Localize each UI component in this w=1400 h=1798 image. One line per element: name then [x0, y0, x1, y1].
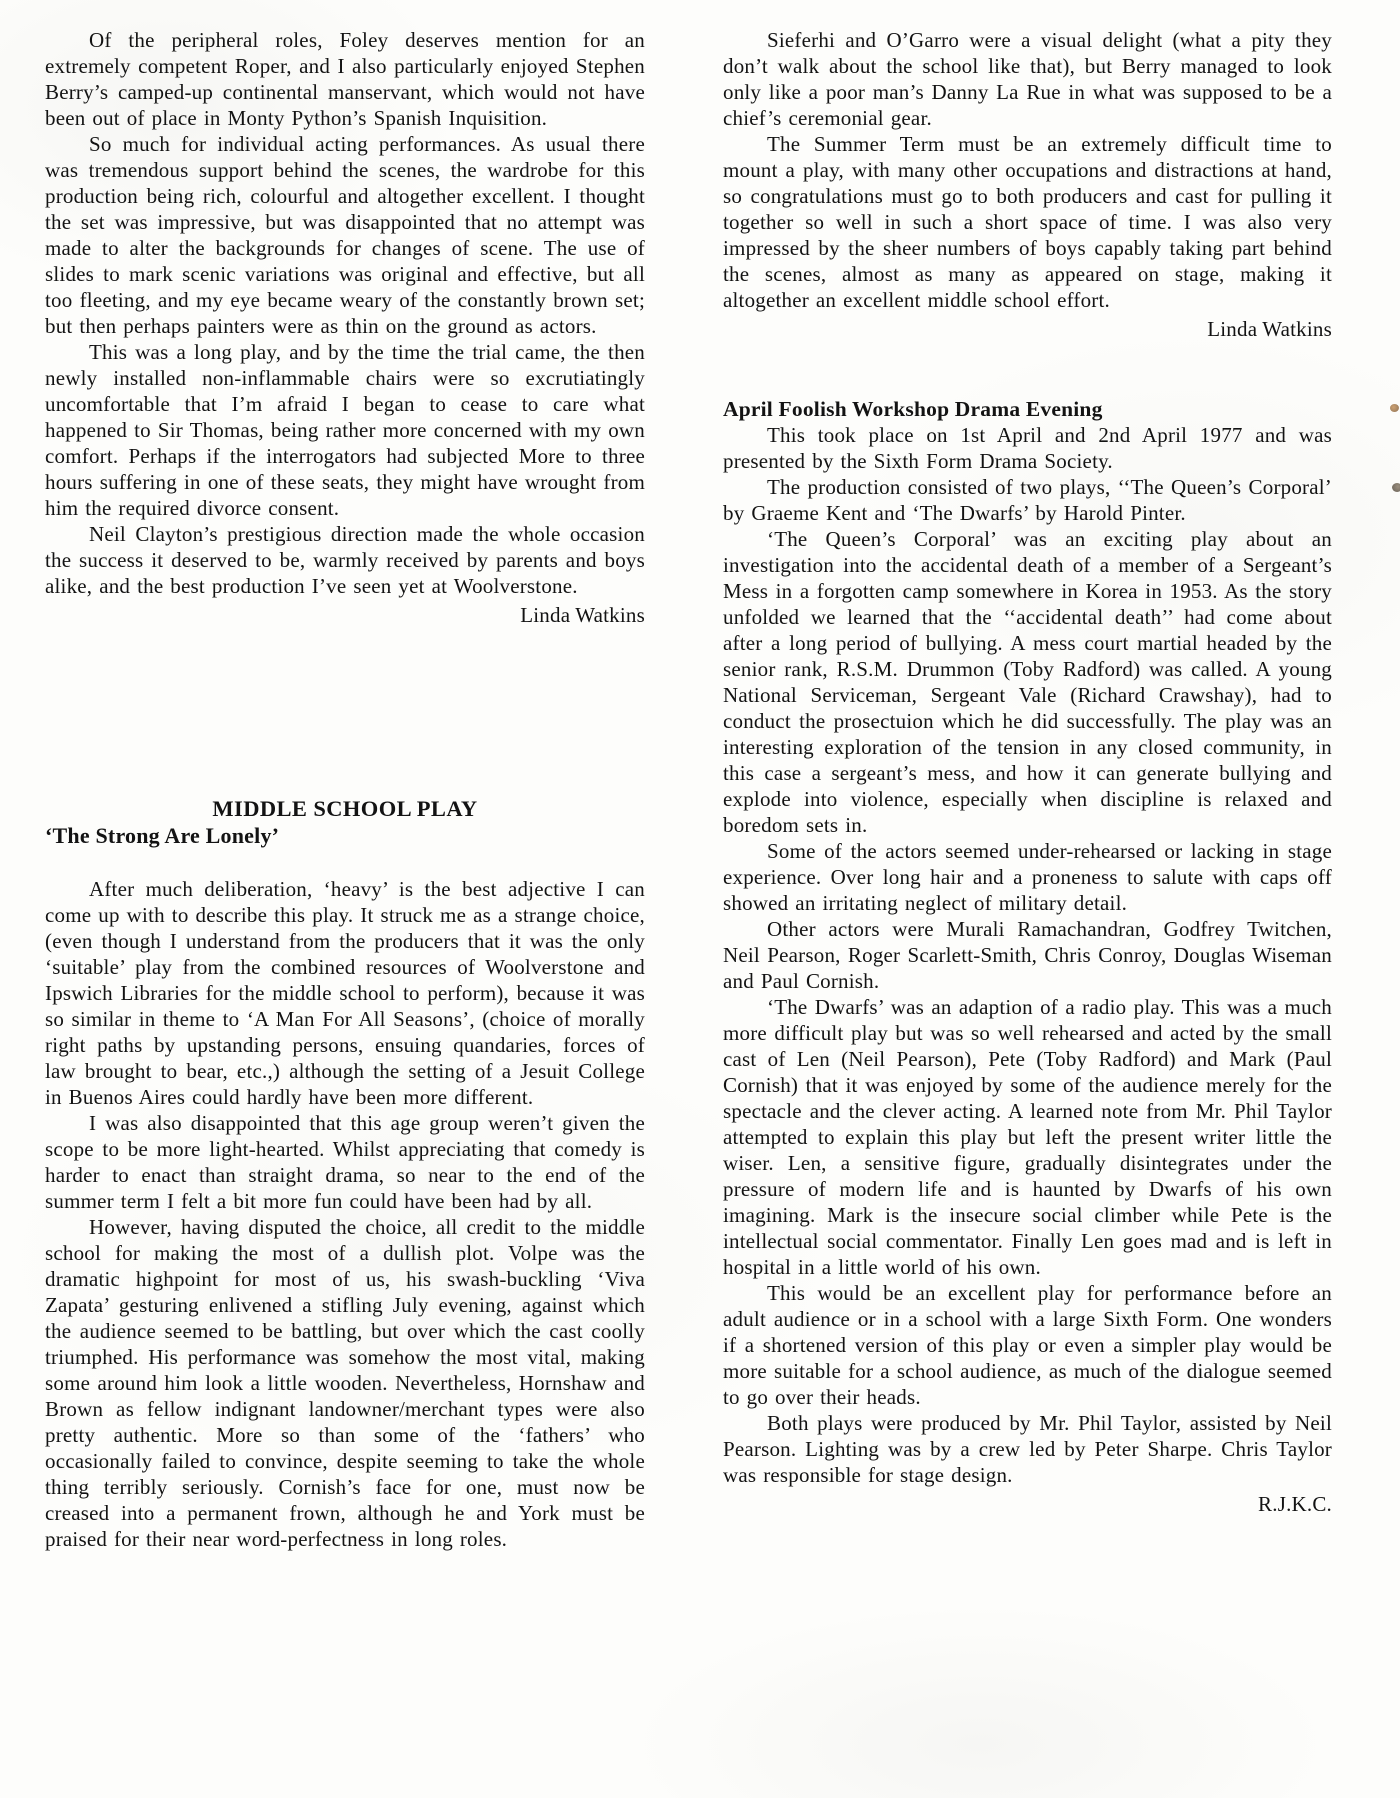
article-heading-april-foolish-workshop: April Foolish Workshop Drama Evening: [723, 397, 1103, 421]
paragraph: Of the peripheral roles, Foley deserves mention for an extremely competent Roper, and I also particularly enjoyed Stephen Berry’s camped-up continental manservant, which would not have been out of place in Monty Python’s Spanish Inquisition.: [45, 28, 645, 130]
middle-school-play-article: [45, 796, 645, 1552]
paragraph: The Summer Term must be an extremely difficult time to mount a play, with many other occupations and distractions at hand, so congratulations must go to both producers and cast for pulling it together so well in such a short space of time. I was also very impressed by the sheer numbers of boys capably taking part behind the scenes, almost as many as appeared on stage, making it altogether an excellent middle school effort.: [723, 132, 1332, 312]
right-column: [723, 27, 1332, 1517]
paragraph: After much deliberation, ‘heavy’ is the best adjective I can come up with to describe this play. It struck me as a strange choice, (even though I understand from the producers that it was the only ‘suitable’ play from the combined resources of Woolverstone and Ipswich Libraries for the middle school to perform), because it was so similar in theme to ‘A Man For All Seasons’, (choice of morally right paths by upstanding persons, ensuing quandaries, forces of law brought to bear, etc.,) although the setting of a Jesuit College in Buenos Aires could hardly have been more different.: [45, 877, 645, 1109]
middle-school-play-review-continuation: [723, 27, 1332, 342]
byline-linda-watkins: Linda Watkins: [520, 603, 645, 627]
paragraph: ‘The Queen’s Corporal’ was an exciting play about an investigation into the accidental death of a member of a Sergeant’s Mess in a forgotten camp somewhere in Korea in 1953. As the story unfolded we learned that the ‘‘accidental death’’ had come about after a long period of bullying. A mess court martial headed by the senior rank, R.S.M. Drummon (Toby Radford) was called. A young National Serviceman, Sergeant Vale (Richard Crawshay), had to conduct the prosectuion which he did successfully. The play was an interesting exploration of the tension in any closed community, in this case a sergeant’s mess, and how it can generate bullying and explode into violence, especially when discipline is relaxed and boredom sets in.: [723, 527, 1332, 837]
article-subheading-the-strong-are-lonely: ‘The Strong Are Lonely’: [45, 823, 280, 848]
senior-play-review-continuation: [45, 27, 645, 628]
paragraph: However, having disputed the choice, all credit to the middle school for making the most of a dullish plot. Volpe was the dramatic highpoint for most of us, his swash-buckling ‘Viva Zapata’ gesturing enlivened a stifling July evening, against which the audience seemed to be battling, but over which the cast coolly triumphed. His performance was somehow the most vital, making some around him look a little wooden. Nevertheless, Hornshaw and Brown as fellow indignant landowner/merchant types were also pretty authentic. More so than some of the ‘fathers’ who occasionally failed to convince, despite seeming to take the whole thing terribly seriously. Cornish’s face for one, must now be creased into a permanent frown, although he and York must be praised for their near word-perfectness in long roles.: [45, 1215, 645, 1551]
left-column: [45, 27, 645, 1552]
scan-speck: [1392, 483, 1400, 492]
article-heading-middle-school-play: MIDDLE SCHOOL PLAY: [212, 796, 478, 821]
paragraph: This was a long play, and by the time the trial came, the then newly installed non-inflammable chairs were so excrutiatingly uncomfortable that I’m afraid I began to cease to care what happened to Sir Thomas, being rather more concerned with my own comfort. Perhaps if the interrogators had subjected More to three hours suffering in one of these seats, they might have wrought from him the required divorce consent.: [45, 340, 645, 520]
paragraph: The production consisted of two plays, ‘‘The Queen’s Corporal’ by Graeme Kent and ‘The Dwarfs’ by Harold Pinter.: [723, 475, 1332, 525]
paragraph: Other actors were Murali Ramachandran, Godfrey Twitchen, Neil Pearson, Roger Scarlett-Smith, Chris Conroy, Douglas Wiseman and Paul Cornish.: [723, 917, 1332, 993]
paragraph: This would be an excellent play for performance before an adult audience or in a school with a large Sixth Form. One wonders if a shortened version of this play or even a simpler play would be more suitable for a school audience, as much of the dialogue seemed to go over their heads.: [723, 1281, 1332, 1409]
april-foolish-workshop-article: [723, 396, 1332, 1517]
paragraph: This took place on 1st April and 2nd April 1977 and was presented by the Sixth Form Drama Society.: [723, 423, 1332, 473]
paragraph: So much for individual acting performances. As usual there was tremendous support behind the scenes, the wardrobe for this production being rich, colourful and altogether excellent. I thought the set was impressive, but was disappointed that no attempt was made to alter the backgrounds for changes of scene. The use of slides to mark scenic variations was original and effective, but all too fleeting, and my eye became weary of the constantly brown set; but then perhaps painters were as thin on the ground as actors.: [45, 132, 645, 338]
paragraph: ‘The Dwarfs’ was an adaption of a radio play. This was a much more difficult play but was so well rehearsed and acted by the small cast of Len (Neil Pearson), Pete (Toby Radford) and Mark (Paul Cornish) that it was enjoyed by some of the audience merely for the spectacle and the clever acting. A learned note from Mr. Phil Taylor attempted to explain this play but left the present writer little the wiser. Len, a sensitive figure, gradually disintegrates under the pressure of modern life and is haunted by Dwarfs of his own imagining. Mark is the insecure social climber while Pete is the intellectual social commentator. Finally Len goes mad and is left in hospital in a little world of his own.: [723, 995, 1332, 1279]
paragraph: Some of the actors seemed under-rehearsed or lacking in stage experience. Over long hair and a proneness to salute with caps off showed an irritating neglect of military detail.: [723, 839, 1332, 915]
byline-rjkc: R.J.K.C.: [1258, 1492, 1332, 1516]
byline-linda-watkins: Linda Watkins: [1207, 317, 1332, 341]
paragraph: Sieferhi and O’Garro were a visual delight (what a pity they don’t walk about the school like that), but Berry managed to look only like a poor man’s Danny La Rue in what was supposed to be a chief’s ceremonial gear.: [723, 28, 1332, 130]
paragraph: I was also disappointed that this age group weren’t given the scope to be more light-hearted. Whilst appreciating that comedy is harder to enact than straight drama, so near to the end of the summer term I felt a bit more fun could have been had by all.: [45, 1111, 645, 1213]
paragraph: Neil Clayton’s prestigious direction made the whole occasion the success it deserved to be, warmly received by parents and boys alike, and the best production I’ve seen yet at Woolverstone.: [45, 522, 645, 598]
paragraph: Both plays were produced by Mr. Phil Taylor, assisted by Neil Pearson. Lighting was by a crew led by Peter Sharpe. Chris Taylor was responsible for stage design.: [723, 1411, 1332, 1487]
scan-speck: [1390, 404, 1399, 412]
